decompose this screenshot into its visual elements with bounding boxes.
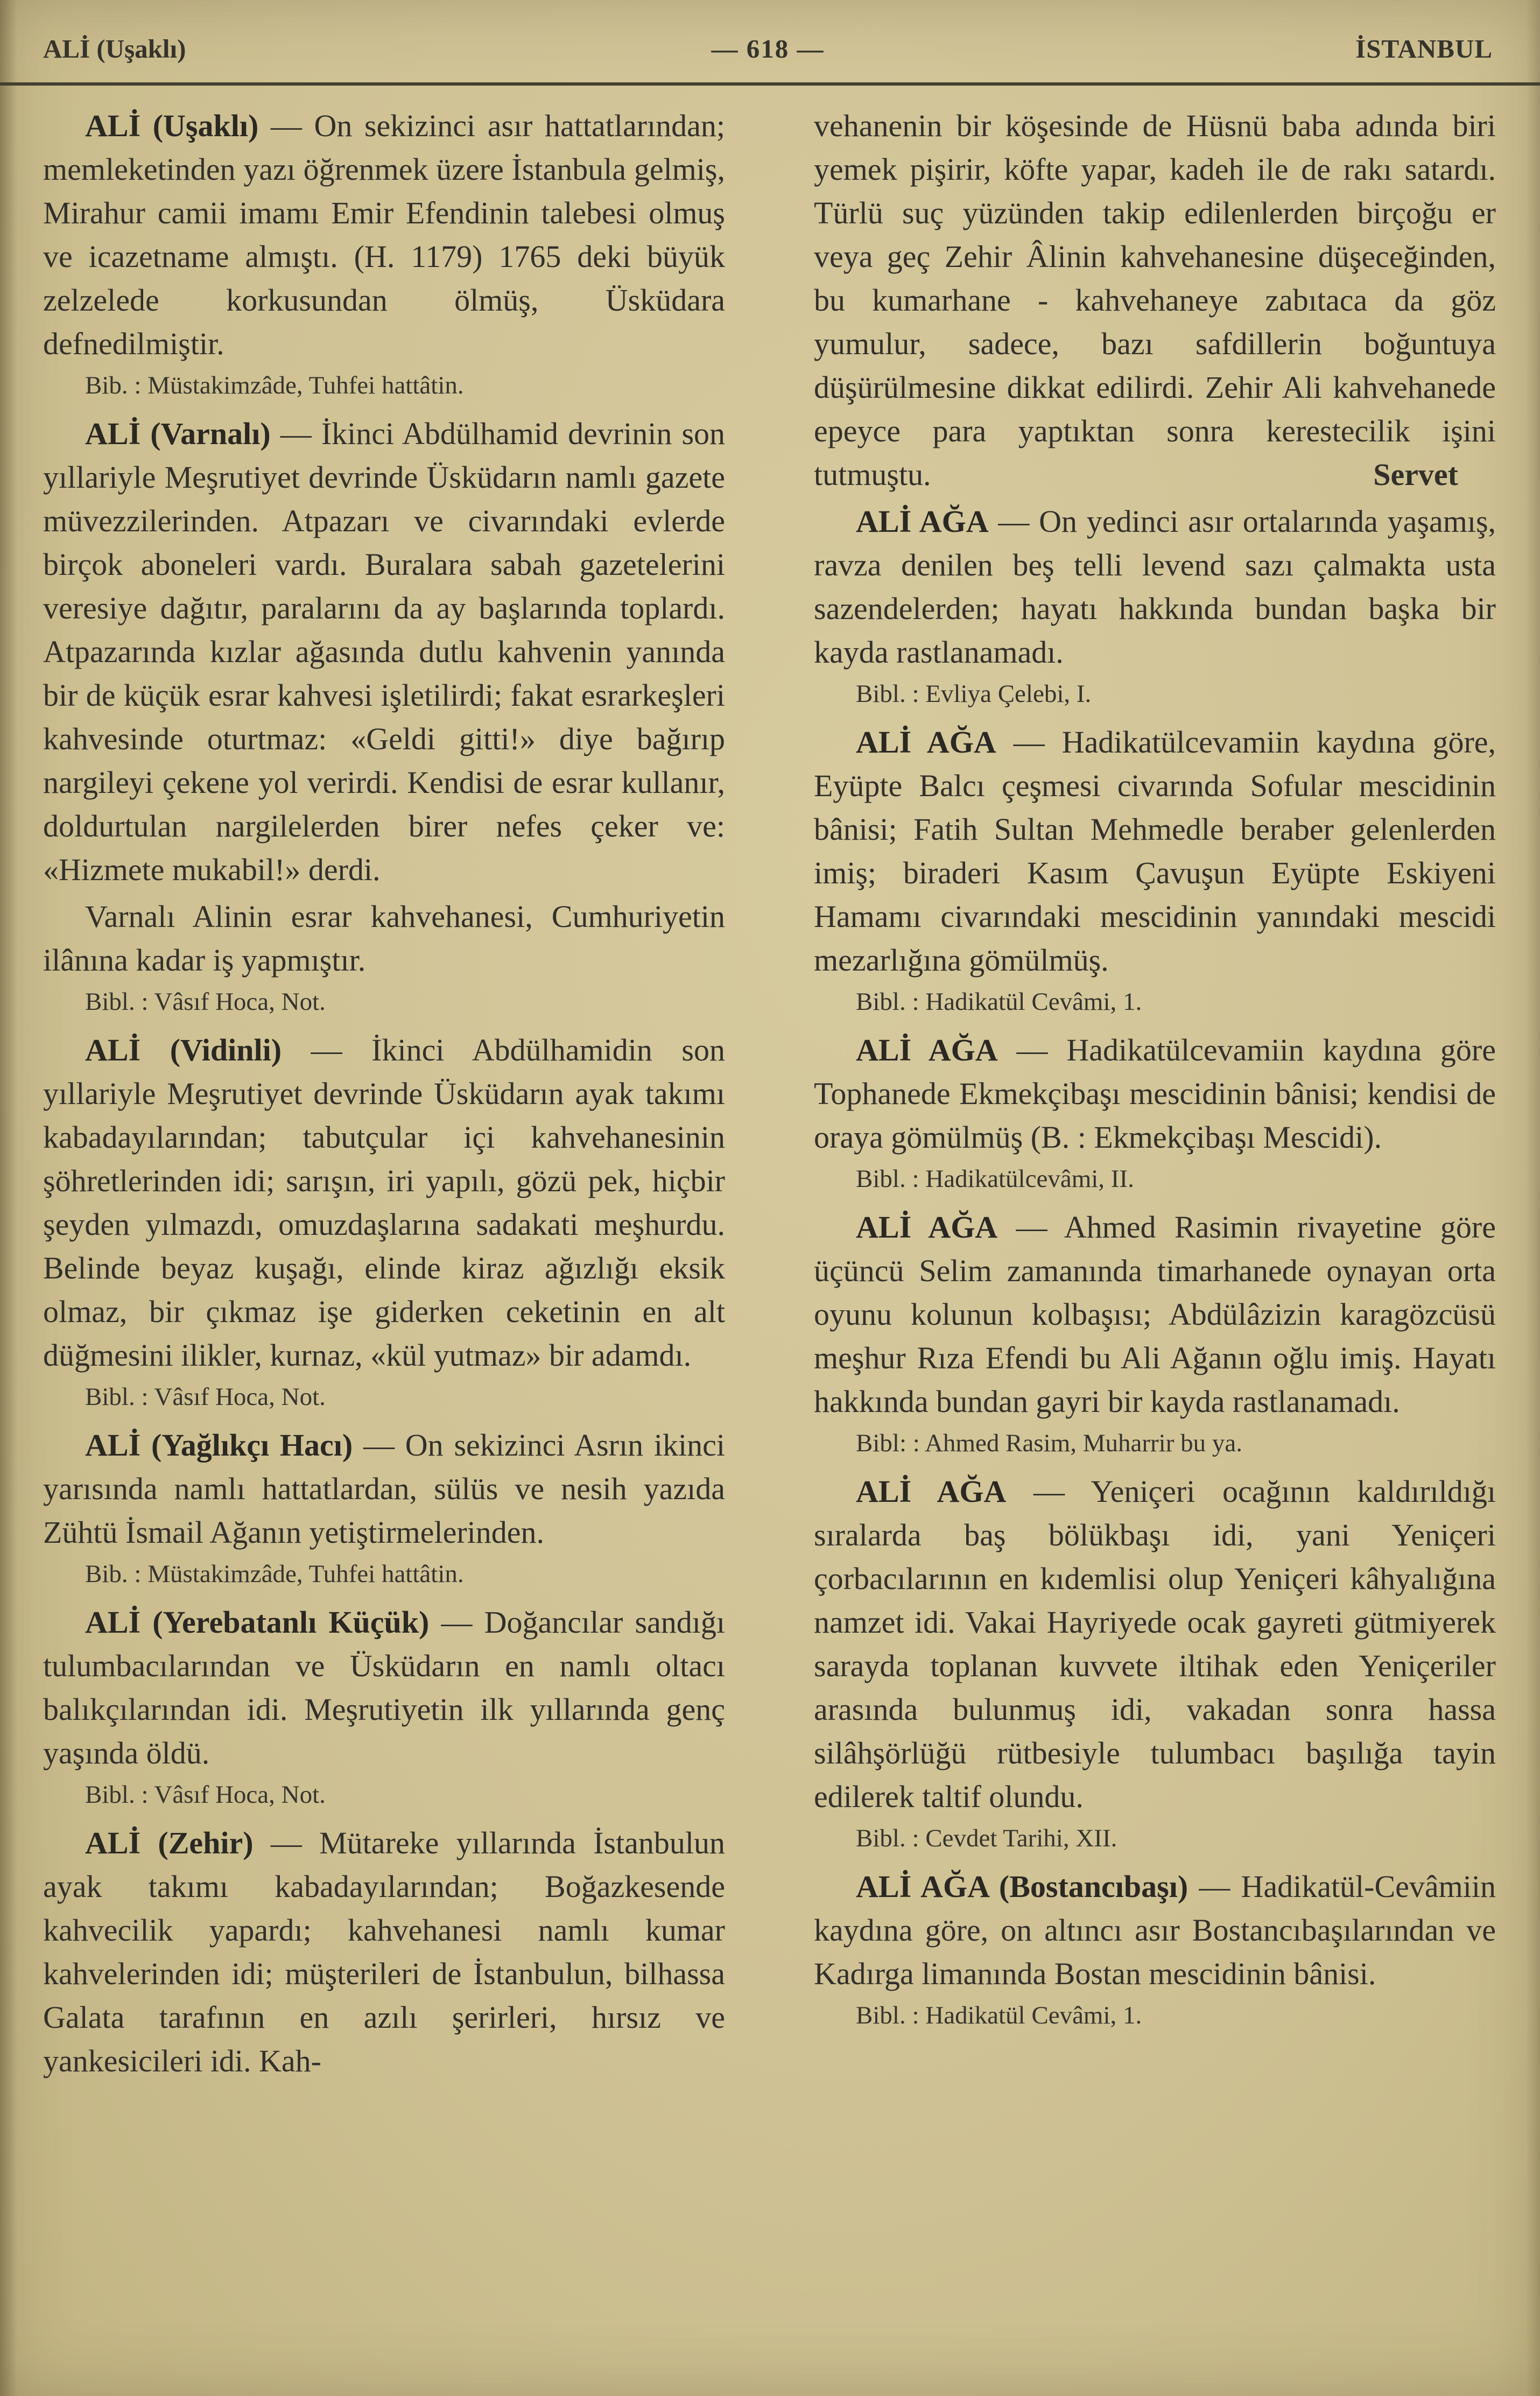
bibliography-line: Bibl. : Vâsıf Hoca, Not.	[85, 1383, 326, 1411]
header-work-title: İSTANBUL	[1355, 34, 1493, 64]
bibliography-line: Bibl. : Vâsıf Hoca, Not.	[85, 988, 326, 1016]
entry-term: ALİ (Varnalı)	[85, 416, 271, 451]
entry-ali-aga-3	[814, 1028, 1496, 1159]
paragraph: Varnalı Alinin esrar kahvehanesi, Cumhuriyetin ilânına kadar iş yapmıştır.	[43, 899, 725, 978]
entry-body: — Yeniçeri ocağının kaldırıldığı sıralarda baş bölükbaşı idi, yani Yeniçeri çorbacılarının en kıdemlisi olup Yeniçeri kâhyalığına namzet idi. Vakai Hayriyede ocak gayreti gütmiyerek sarayda toplanan kuvvete iltihak eden Yeniçeriler arasında bulunmuş idi, vakadan sonra hassa silâhşörlüğü rütbesiyle tulumbacı başılığa tayin edilerek taltif olundu.	[814, 1474, 1496, 1814]
entry-ali-aga-bostancibasi	[814, 1865, 1496, 1996]
text-columns	[0, 86, 1540, 2086]
entry-body: — İkinci Abdülhamid devrinin son yıllariyle Meşrutiyet devrinde Üsküdarın namlı gazete müvezzilerinden. Atpazarı ve civarındaki evlerde birçok aboneleri vardı. Buralara sabah gazetelerini veresiye dağıtır, paralarını da ay başlarında toplardı. Atpazarında kızlar ağasında dutlu kahvenin yanında bir de küçük esrar kahvesi işletilirdi; fakat esrarkeşleri kahvesinde oturtmaz: «Geldi gitti!» diye bağırıp nargileyi çekene yol verirdi. Kendisi de esrar kullanır, doldurtulan nargilelerden birer nefes çeker ve: «Hizmete mukabil!» derdi.	[43, 416, 726, 887]
entry-body: — Hadikatül-Cevâmiin kaydına göre, on altıncı asır Bostancıbaşılarından ve Kadırga limanında Bostan mescidinin bânisi.	[814, 1869, 1496, 1991]
entry-ali-zehir	[43, 1821, 725, 2083]
entry-body: — Hadikatülcevamiin kaydına göre Tophanede Ekmekçibaşı mescidinin bânisi; kendisi de oraya gömülmüş (B. : Ekmekçibaşı Mescidi).	[814, 1032, 1496, 1155]
author-signature: Servet	[1373, 457, 1458, 492]
entry-body: — Doğancılar sandığı tulumbacılarından ve Üsküdarın en namlı oltacı balıkçılarından idi. Meşrutiyetin ilk yıllarında genç yaşında öldü.	[43, 1605, 725, 1770]
entry-ali-aga-2	[814, 720, 1496, 982]
entry-ali-vidinli	[43, 1028, 725, 1377]
entry-body: — İkinci Abdülhamidin son yıllariyle Meşrutiyet devrinde Üsküdarın ayak takımı kabadayılarından; tabutçular içi kahvehanesinin şöhretlerinden idi; sarışın, iri yapılı, gözü pek, hiçbir şeyden yılmazdı, omuzdaşlarına sadakati meşhurdu. Belinde beyaz kuşağı, elinde kiraz ağızlığı eksik olmaz, bir çıkmaz işe giderken ceketinin en alt düğmesini ilikler, kurnaz, «kül yutmaz» bir adamdı.	[43, 1032, 725, 1373]
entry-term: ALİ AĞA	[856, 1474, 1007, 1509]
entry-term: ALİ AĞA	[856, 1032, 998, 1067]
entry-body: — Hadikatülcevamiin kaydına göre, Eyüpte Balcı çeşmesi civarında Sofular mescidinin bânisi; Fatih Sultan Mehmedle beraber gelenlerden imiş; biraderi Kasım Çavuşun Eyüpte Eskiyeni Hamamı civarındaki mescidinin yanındaki mescidi mezarlığına gömülmüş.	[814, 725, 1496, 978]
entry-term: ALİ (Uşaklı)	[85, 108, 259, 143]
paragraph-text: vehanenin bir köşesinde de Hüsnü baba adında biri yemek pişirir, köfte yapar, kadeh ile de rakı satardı. Türlü suç yüzünden takip edilenlerden birçoğu er veya geç Zehir Âlinin kahvehanesine düşeceğinden, bu kumarhane - kahvehaneye zabıtaca da göz yumulur, sadece, bazı safdillerin boğuntuya düşürülmesine dikkat edilirdi. Zehir Ali kahvehanede epeyce para yaptıktan sonra kerestecilik işini tutmuştu.	[814, 108, 1496, 492]
running-header	[0, 0, 1540, 86]
bibliography-line: Bibl. : Vâsıf Hoca, Not.	[85, 1781, 326, 1809]
bibliography-line: Bibl. : Hadikatül Cevâmi, 1.	[856, 2001, 1142, 2029]
entry-body: — Ahmed Rasimin rivayetine göre üçüncü Selim zamanında timarhanede oynayan orta oyunu kolunun kolbaşısı; Abdülâzizin karagözcüsü meşhur Rıza Efendi bu Ali Ağanın oğlu imiş. Hayatı hakkında bundan gayri bir kayda rastlanamadı.	[814, 1210, 1496, 1419]
page-number: — 618 —	[711, 34, 825, 64]
entry-term: ALİ AĞA	[856, 725, 996, 760]
entry-body: — Mütareke yıllarında İstanbulun ayak takımı kabadayılarından; Boğazkesende kahvecilik yapardı; kahvehanesi namlı kumar kahvelerinden idi; müşterileri de İstanbulun, bilhassa Galata tarafının en azılı şerirleri, hırsız ve yankesicileri idi. Kah-	[43, 1825, 725, 2078]
entry-ali-aga-4	[814, 1205, 1496, 1423]
entry-ali-usakli	[43, 104, 725, 366]
bibliography-line: Bib. : Müstakimzâde, Tuhfei hattâtin.	[85, 1560, 464, 1588]
right-column	[814, 104, 1496, 2086]
left-column	[43, 104, 725, 2086]
entry-term: ALİ (Yerebatanlı Küçük)	[85, 1605, 430, 1640]
bibliography-line: Bibl: : Ahmed Rasim, Muharrir bu ya.	[856, 1429, 1242, 1457]
entry-term: ALİ (Vidinli)	[85, 1032, 282, 1067]
bibliography-line: Bibl. : Evliya Çelebi, I.	[856, 680, 1092, 708]
bibliography-line: Bib. : Müstakimzâde, Tuhfei hattâtin.	[85, 371, 464, 399]
entry-term: ALİ (Zehir)	[85, 1825, 254, 1860]
entry-term: ALİ AĞA	[856, 504, 989, 539]
entry-term: ALİ AĞA (Bostancıbaşı)	[856, 1869, 1189, 1904]
entry-body: — On yedinci asır ortalarında yaşamış, ravza denilen beş telli levend sazı çalmakta usta sazendelerden; hayatı hakkında bundan başka bir kayda rastlanamadı.	[814, 504, 1496, 670]
bibliography-line: Bibl. : Hadikatül Cevâmi, 1.	[856, 988, 1142, 1016]
entry-term: ALİ AĞA	[856, 1210, 998, 1245]
entry-ali-yaglikci-haci	[43, 1423, 725, 1554]
bibliography-line: Bibl. : Hadikatülcevâmi, II.	[856, 1165, 1134, 1193]
paragraph-continuation	[814, 104, 1496, 496]
entry-body: — On sekizinci Asrın ikinci yarısında namlı hattatlardan, sülüs ve nesih yazıda Zühtü İsmail Ağanın yetiştirmelerinden.	[43, 1428, 725, 1550]
entry-ali-varnali	[43, 412, 725, 891]
entry-ali-yerebatanli-kucuk	[43, 1600, 725, 1775]
entry-term: ALİ (Yağlıkçı Hacı)	[85, 1428, 353, 1463]
entry-ali-aga-1	[814, 500, 1496, 674]
header-entry-title: ALİ (Uşaklı)	[43, 34, 186, 64]
entry-body: — On sekizinci asır hattatlarından; memleketinden yazı öğrenmek üzere İstanbula gelmiş, Mirahur camii imamı Emir Efendinin talebesi olmuş ve icazetname almıştı. (H. 1179) 1765 deki büyük zelzelede korkusundan ölmüş, Üsküdara defnedilmiştir.	[43, 108, 726, 361]
bibliography-line: Bibl. : Cevdet Tarihi, XII.	[856, 1824, 1117, 1852]
entry-ali-aga-5	[814, 1470, 1496, 1818]
